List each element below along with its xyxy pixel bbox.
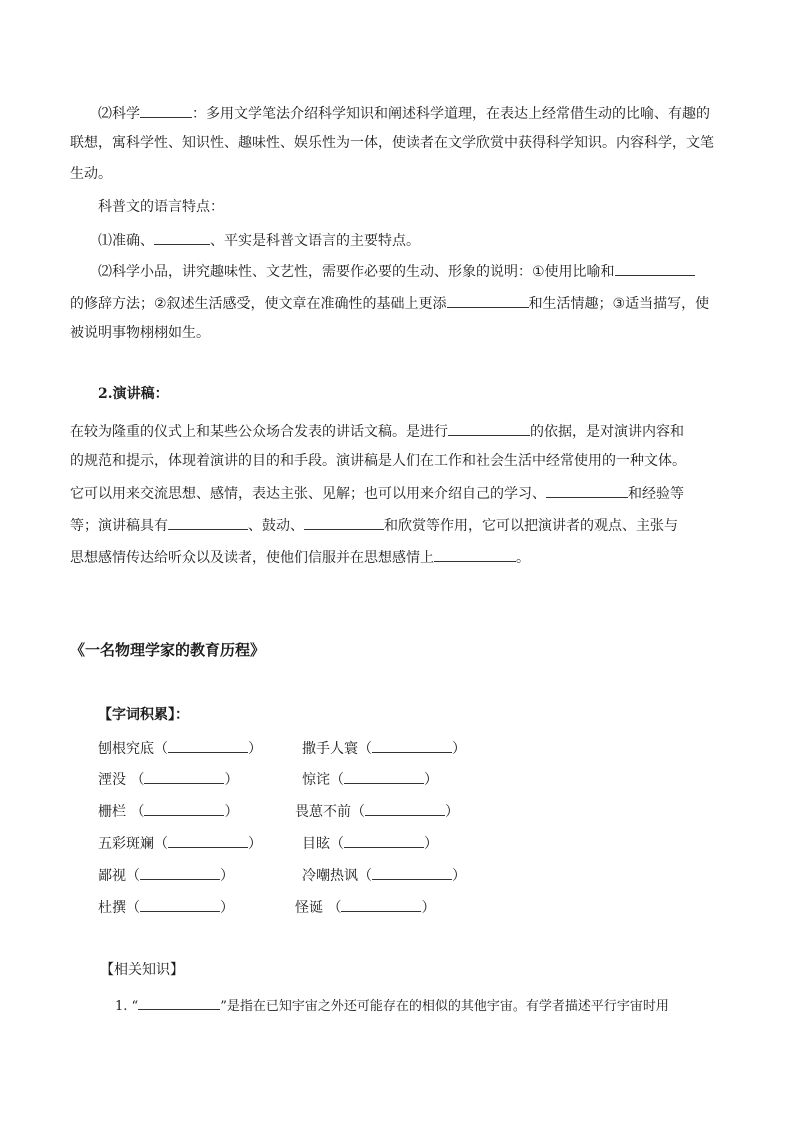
pinyin-blank[interactable] xyxy=(140,864,220,880)
lesson-title: 《一名物理学家的教育历程》 xyxy=(70,641,266,659)
speech-text: 它可以用来交流思想、感情，表达主张、见解；也可以用来介绍自己的学习、 xyxy=(70,486,546,502)
lang-item1-suffix: 、平实是科普文语言的主要特点。 xyxy=(210,233,420,249)
speech-line4 xyxy=(70,514,678,536)
vocab-row xyxy=(295,896,435,918)
vocab-word: 畏葸不前（ xyxy=(295,804,365,820)
fill-blank[interactable] xyxy=(546,482,628,498)
para2-line2: 联想，寓科学性、知识性、趣味性、娱乐性为一体，使读者在文学欣赏中获得科学知识。内容科学，文笔 xyxy=(70,135,714,151)
fill-blank[interactable] xyxy=(138,994,220,1010)
vocab-row xyxy=(98,896,234,918)
vocab-word: 湮没 （ xyxy=(98,772,145,788)
vocab-word: 惊诧（ xyxy=(302,772,344,788)
speech-text: 等；演讲稿具有 xyxy=(70,518,168,534)
vocab-heading: 【字词积累】： xyxy=(98,707,189,723)
vocab-word: 撒手人寰（ xyxy=(302,741,372,757)
speech-text: 在较为隆重的仪式上和某些公众场合发表的讲话文稿。是进行 xyxy=(70,424,448,440)
vocab-word: 五彩斑斓（ xyxy=(98,836,168,852)
pinyin-blank[interactable] xyxy=(144,800,224,816)
language-heading: 科普文的语言特点： xyxy=(98,199,224,215)
pinyin-blank[interactable] xyxy=(344,832,424,848)
vocab-close: ） xyxy=(452,741,466,757)
speech-line3 xyxy=(70,482,684,504)
vocab-word: 怪诞 （ xyxy=(295,900,342,916)
pinyin-blank[interactable] xyxy=(144,768,224,784)
para2-line3: 生动。 xyxy=(70,166,112,182)
fill-blank[interactable] xyxy=(615,260,695,276)
vocab-word: 目眩（ xyxy=(302,836,344,852)
lang-item2-text: 的修辞方法；②叙述生活感受，使文章在准确性的基础上更添 xyxy=(70,296,447,312)
related-text: ”是指在已知宇宙之外还可能存在的相似的其他宇宙。有学者描述平行宇宙时用 xyxy=(220,999,669,1014)
lang-item1 xyxy=(98,229,420,251)
vocab-close: ） xyxy=(248,741,262,757)
pinyin-blank[interactable] xyxy=(372,737,452,753)
vocab-close: ） xyxy=(445,804,459,820)
speech-text: 思想感情传达给听众以及读者，使他们信服并在思想感情上 xyxy=(70,550,434,566)
vocab-word: 栅栏 （ xyxy=(98,804,145,820)
lang-item2-text: ⑵科学小品，讲究趣味性、文艺性，需要作必要的生动、形象的说明：①使用比喻和 xyxy=(98,264,615,280)
vocab-row xyxy=(98,737,262,759)
fill-blank[interactable] xyxy=(434,546,516,562)
vocab-row xyxy=(302,864,466,886)
fill-blank[interactable] xyxy=(168,514,248,530)
vocab-close: ） xyxy=(424,836,438,852)
lang-item2-line2 xyxy=(70,292,709,314)
para2-prefix: ⑵科学 xyxy=(98,106,140,122)
para2-text: ：多用文学笔法介绍科学知识和阐述科学道理，在表达上经常借生动的比喻、有趣的 xyxy=(192,106,710,122)
related-text: 1. “ xyxy=(115,999,139,1014)
vocab-word: 冷嘲热讽（ xyxy=(302,868,372,884)
vocab-row xyxy=(302,768,438,790)
pinyin-blank[interactable] xyxy=(168,832,248,848)
vocab-close: ） xyxy=(220,868,234,884)
vocab-row xyxy=(302,737,466,759)
related-heading: 【相关知识】 xyxy=(100,962,184,978)
speech-text: 、鼓动、 xyxy=(248,518,304,534)
fill-blank[interactable] xyxy=(447,292,529,308)
speech-text: 。 xyxy=(516,550,530,566)
fill-blank[interactable] xyxy=(154,229,210,245)
speech-line1 xyxy=(70,420,684,442)
pinyin-blank[interactable] xyxy=(365,800,445,816)
vocab-close: ） xyxy=(224,804,239,820)
lang-item2-text: 和生活情趣；③适当描写，使 xyxy=(528,296,710,312)
speech-text: 的依据，是对演讲内容和 xyxy=(530,424,684,440)
vocab-close: ） xyxy=(220,900,234,916)
speech-heading: 2.演讲稿： xyxy=(98,386,169,402)
pinyin-blank[interactable] xyxy=(341,896,421,912)
vocab-close: ） xyxy=(421,900,436,916)
vocab-row xyxy=(98,768,238,790)
speech-text: 和经验等 xyxy=(628,486,684,502)
vocab-close: ） xyxy=(424,772,438,788)
fill-blank[interactable] xyxy=(140,102,192,118)
vocab-row xyxy=(98,832,262,854)
vocab-word: 刨根究底（ xyxy=(98,741,168,757)
speech-text: 和欣赏等作用，它可以把演讲者的观点、主张与 xyxy=(384,518,678,534)
vocab-close: ） xyxy=(248,836,262,852)
vocab-row xyxy=(98,800,238,822)
pinyin-blank[interactable] xyxy=(344,768,424,784)
pinyin-blank[interactable] xyxy=(140,896,220,912)
speech-line5 xyxy=(70,546,530,568)
vocab-close: ） xyxy=(452,868,466,884)
pinyin-blank[interactable] xyxy=(372,864,452,880)
vocab-row xyxy=(302,832,438,854)
vocab-word: 鄙视（ xyxy=(98,868,140,884)
fill-blank[interactable] xyxy=(304,514,384,530)
lang-item1-prefix: ⑴准确、 xyxy=(98,233,154,249)
lang-item2-line3: 被说明事物栩栩如生。 xyxy=(70,325,210,341)
related-item-1 xyxy=(115,994,669,1017)
vocab-row xyxy=(98,864,234,886)
vocab-row xyxy=(295,800,459,822)
speech-line2: 的规范和提示，体现着演讲的目的和手段。演讲稿是人们在工作和社会生活中经常使用的一种文体。 xyxy=(70,453,686,469)
pinyin-blank[interactable] xyxy=(168,737,248,753)
lang-item2-line1 xyxy=(98,260,695,282)
para2-line1 xyxy=(98,102,710,124)
vocab-close: ） xyxy=(224,772,239,788)
vocab-word: 杜撰（ xyxy=(98,900,140,916)
fill-blank[interactable] xyxy=(448,420,530,436)
